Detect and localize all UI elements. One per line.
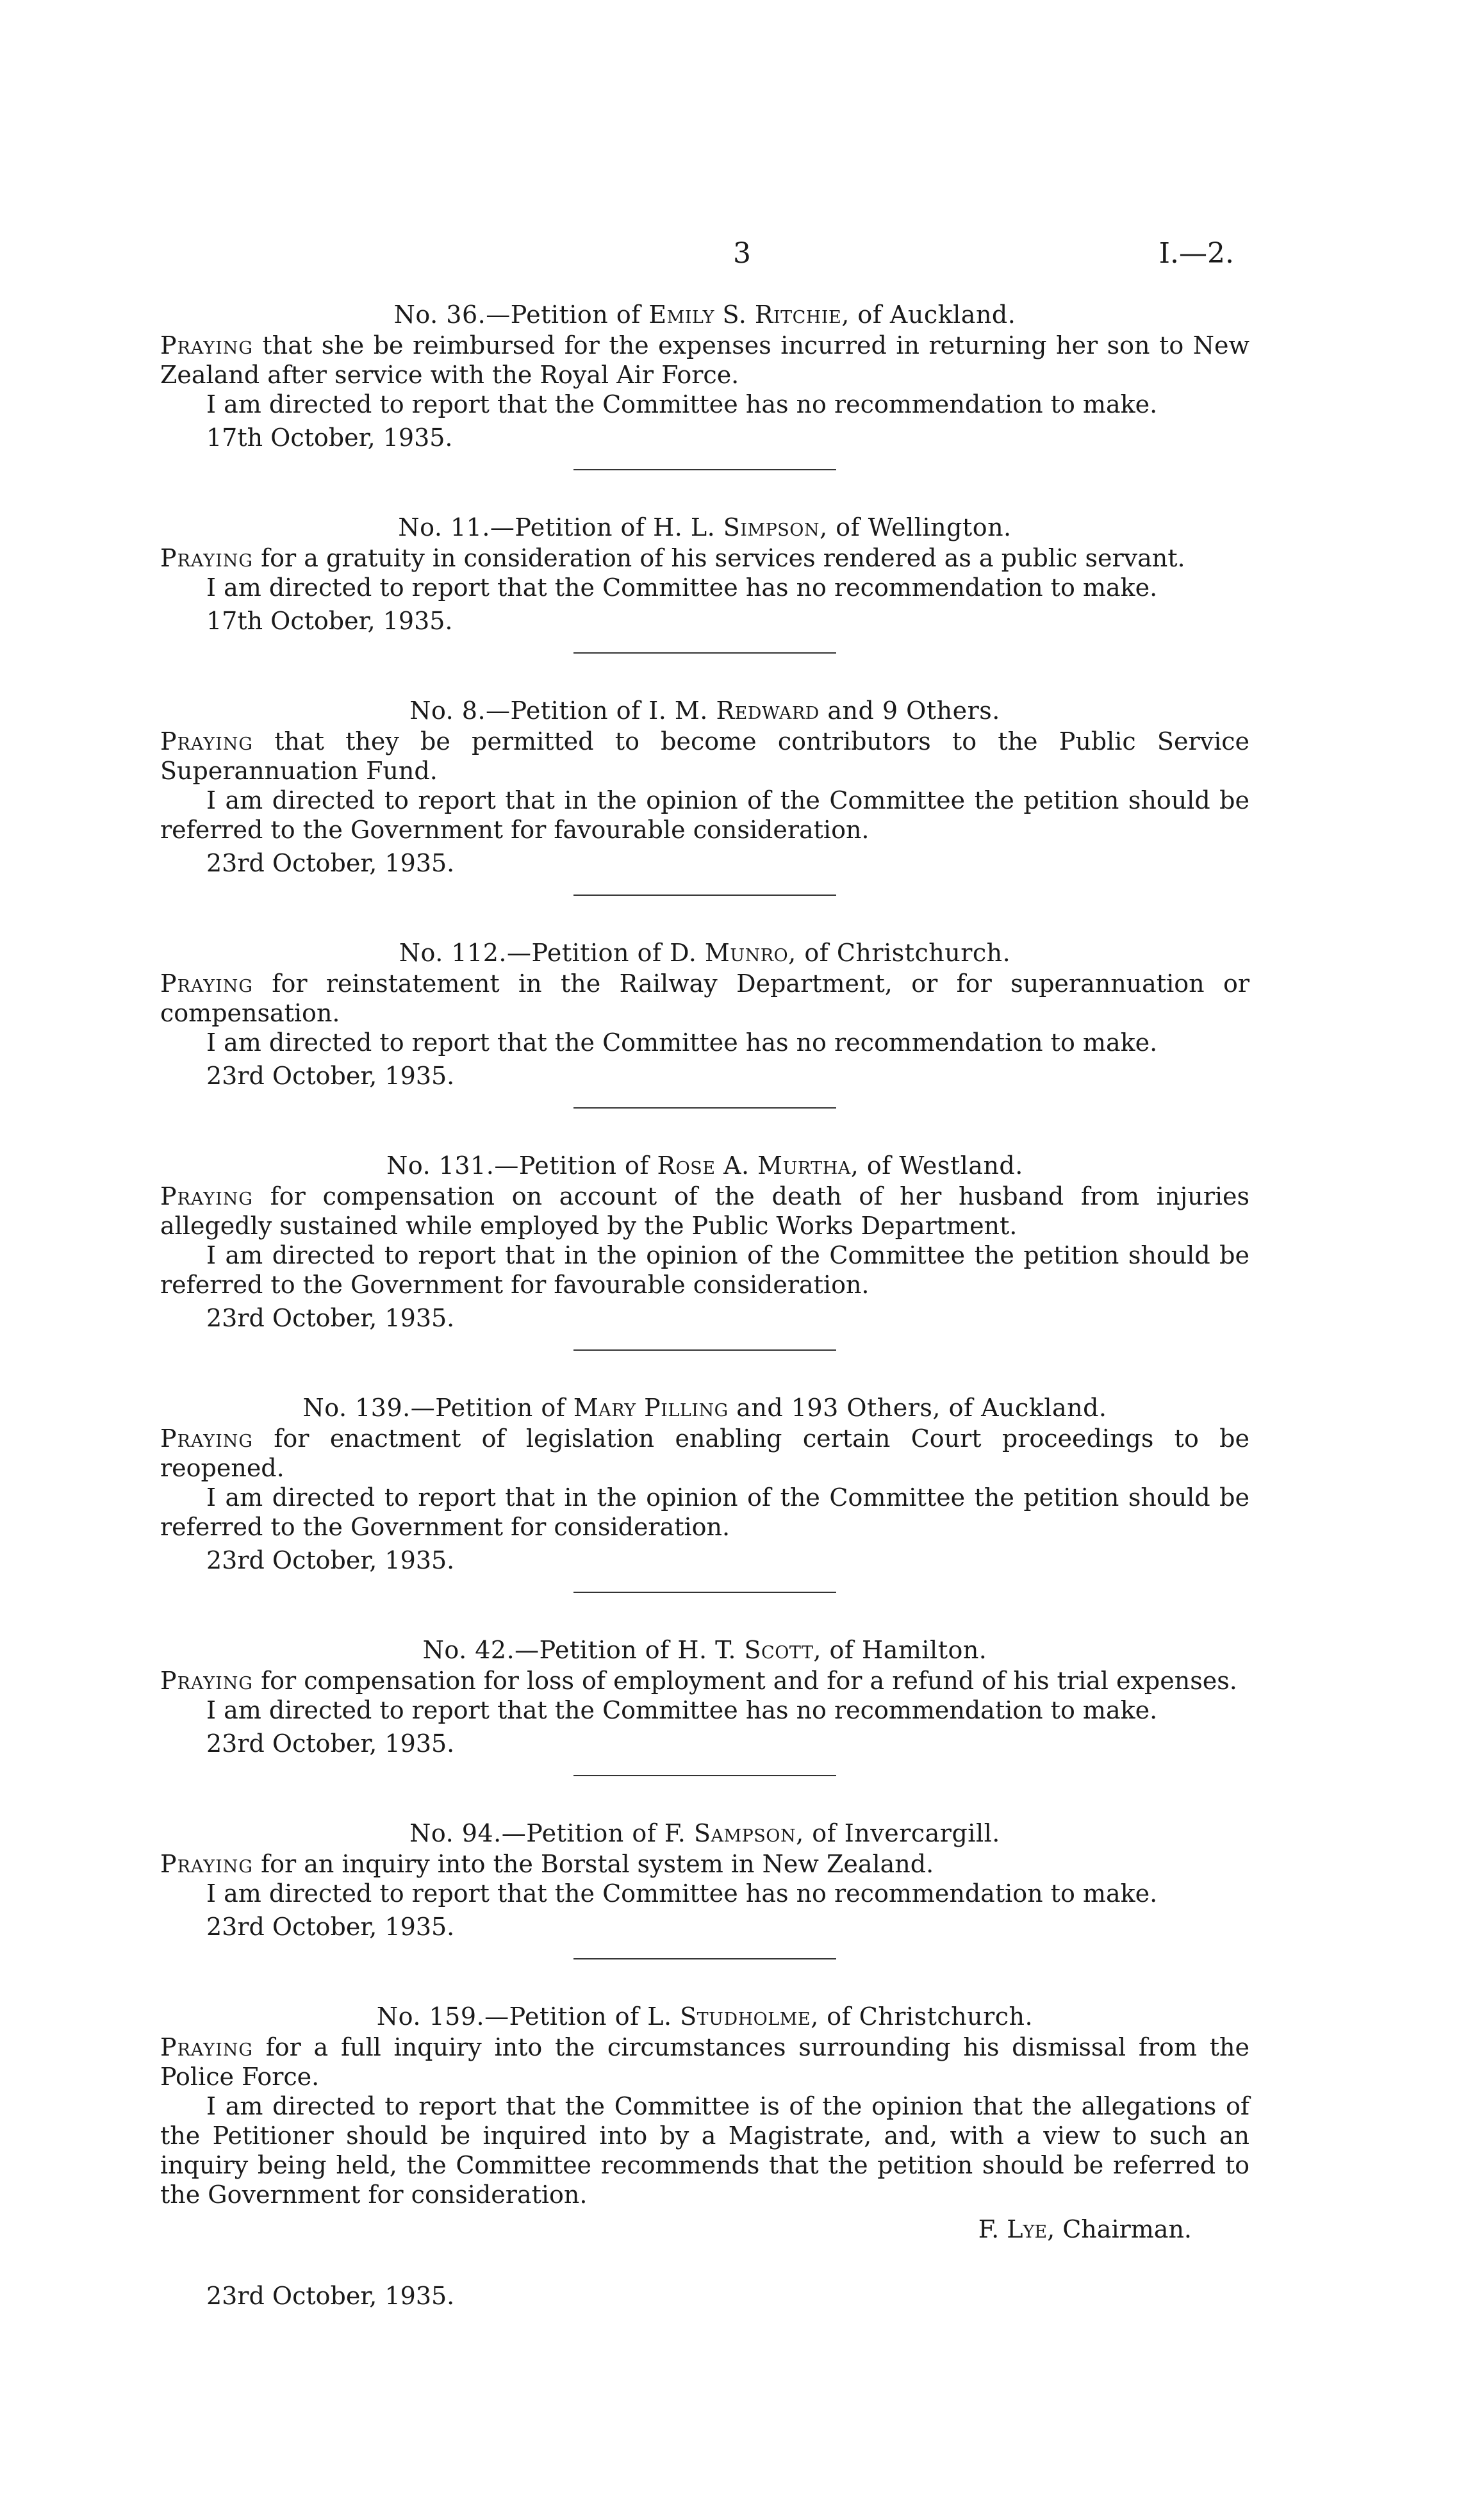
petitioner-name: L. Studholme: [647, 2002, 811, 2031]
petition-entry: [160, 1151, 1249, 1351]
petition-entry: [160, 300, 1249, 470]
section-divider: [573, 469, 836, 470]
petition-heading: No. 11.—Petition of H. L. Simpson, of Wellington.: [398, 513, 1012, 541]
chairman-signature: [160, 2214, 1192, 2244]
chairman-title: , Chairman.: [1047, 2215, 1192, 2243]
petitioner-name: Emily S. Ritchie: [648, 301, 842, 329]
petition-heading: No. 36.—Petition of Emily S. Ritchie, of Auckland.: [393, 301, 1016, 329]
petition-entry: [160, 1393, 1249, 1593]
report-date: 23rd October, 1935.: [206, 1062, 455, 1090]
petition-prayer: Praying for compensation for loss of employment and for a refund of his trial expenses.: [160, 1667, 1237, 1695]
committee-report: I am directed to report that the Committee has no recommendation to make.: [206, 573, 1158, 602]
committee-report: I am directed to report that the Committee has no recommendation to make.: [206, 1696, 1158, 1724]
petitioner-name: H. L. Simpson: [653, 513, 820, 541]
committee-report: I am directed to report that in the opinion of the Committee the petition should be referred to the Government for favourable consideration.: [160, 1241, 1249, 1299]
section-divider: [573, 652, 836, 654]
petition-entry: [160, 696, 1249, 896]
report-date: 23rd October, 1935.: [206, 2282, 455, 2310]
petitioner-name: H. T. Scott: [677, 1636, 814, 1664]
section-divider: [573, 1592, 836, 1593]
committee-report: I am directed to report that the Committee has no recommendation to make.: [206, 1879, 1158, 1908]
petition-heading: No. 139.—Petition of Mary Pilling and 193 Others, of Auckland.: [302, 1394, 1107, 1422]
section-divider: [573, 1107, 836, 1109]
petition-heading: No. 131.—Petition of Rose A. Murtha, of Westland.: [386, 1151, 1023, 1180]
report-date: 23rd October, 1935.: [206, 1304, 455, 1332]
petition-prayer: Praying for a gratuity in consideration of his services rendered as a public servant.: [160, 544, 1185, 572]
chairman-name: F. Lye: [978, 2215, 1048, 2243]
petition-entry: [160, 2002, 1249, 2311]
section-divider: [573, 1775, 836, 1776]
report-date: 23rd October, 1935.: [206, 1729, 455, 1758]
report-date: 23rd October, 1935.: [206, 1546, 455, 1574]
petition-heading: No. 8.—Petition of I. M. Redward and 9 Others.: [409, 697, 1000, 725]
petition-entry: [160, 1635, 1249, 1776]
committee-report: I am directed to report that the Committee has no recommendation to make.: [206, 1028, 1158, 1057]
petition-prayer: Praying that she be reimbursed for the expenses incurred in returning her son to New Zealand after service with the Royal Air Force.: [160, 331, 1249, 389]
petition-entry: [160, 938, 1249, 1109]
report-date: 17th October, 1935.: [206, 607, 453, 635]
report-date: 23rd October, 1935.: [206, 849, 455, 877]
petition-entry: [160, 513, 1249, 654]
petitioner-name: I. M. Redward: [648, 697, 820, 725]
petitioner-name: F. Sampson: [664, 1819, 796, 1847]
petition-heading: No. 112.—Petition of D. Munro, of Christchurch.: [399, 939, 1011, 967]
committee-report: I am directed to report that the Committee is of the opinion that the allegations of the Petitioner should be inquired into by a Magistrate, and, with a view to such an inquiry being held, the Committee recommends that the petition should be referred to the Government for consideration.: [160, 2092, 1249, 2209]
petition-heading: No. 94.—Petition of F. Sampson, of Invercargill.: [409, 1819, 1000, 1847]
petition-heading: No. 42.—Petition of H. T. Scott, of Hamilton.: [422, 1636, 987, 1664]
petition-prayer: Praying for enactment of legislation enabling certain Court proceedings to be reopened.: [160, 1424, 1249, 1482]
section-divider: [573, 1349, 836, 1351]
committee-report: I am directed to report that the Committee has no recommendation to make.: [206, 390, 1158, 418]
petition-list: [160, 300, 1249, 2311]
committee-report: I am directed to report that in the opinion of the Committee the petition should be referred to the Government for favourable consideration.: [160, 786, 1249, 844]
petition-entry: [160, 1819, 1249, 1959]
section-divider: [573, 1958, 836, 1959]
petition-prayer: Praying for an inquiry into the Borstal system in New Zealand.: [160, 1850, 934, 1878]
committee-report: I am directed to report that in the opinion of the Committee the petition should be referred to the Government for consideration.: [160, 1483, 1249, 1541]
report-date: 17th October, 1935.: [206, 424, 453, 452]
petitioner-name: Mary Pilling: [573, 1394, 729, 1422]
section-divider: [573, 895, 836, 896]
petitioner-name: Rose A. Murtha: [657, 1151, 851, 1180]
petitioner-name: D. Munro: [670, 939, 789, 967]
report-date: 23rd October, 1935.: [206, 1913, 455, 1941]
page-number: 3: [733, 237, 751, 270]
petition-prayer: Praying for compensation on account of the death of her husband from injuries allegedly sustained while employed by the Public Works Department.: [160, 1182, 1249, 1240]
petition-prayer: Praying that they be permitted to become contributors to the Public Service Superannuation Fund.: [160, 727, 1249, 785]
petition-prayer: Praying for reinstatement in the Railway Department, or for superannuation or compensation.: [160, 969, 1249, 1027]
petition-heading: No. 159.—Petition of L. Studholme, of Christchurch.: [376, 2002, 1034, 2031]
petition-prayer: Praying for a full inquiry into the circumstances surrounding his dismissal from the Police Force.: [160, 2033, 1249, 2091]
page-reference: I.—2.: [1158, 237, 1234, 270]
